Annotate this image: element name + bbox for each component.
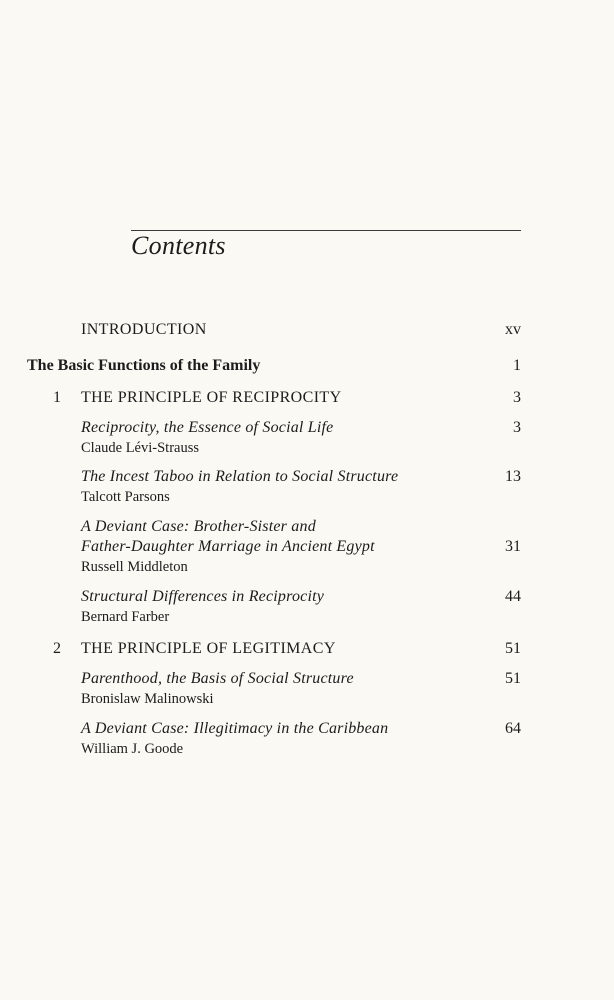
entry-page: 13 [505, 468, 521, 485]
entry-author: Claude Lévi-Strauss [81, 440, 199, 456]
entry-title: A Deviant Case: Brother-Sister and [81, 518, 316, 535]
entry-author: Talcott Parsons [81, 489, 170, 505]
part-title: The Basic Functions of the Family [27, 357, 261, 374]
entry-title: Reciprocity, the Essence of Social Life [81, 419, 334, 436]
entry-page: 44 [505, 588, 521, 605]
entry-page: 64 [505, 720, 521, 737]
chapter-number: 1 [53, 389, 61, 406]
entry-author: William J. Goode [81, 741, 184, 757]
entry-author: Bronislaw Malinowski [81, 691, 214, 707]
chapter-number: 2 [53, 640, 61, 657]
entry-page: 3 [513, 419, 521, 436]
chapter-title: THE PRINCIPLE OF LEGITIMACY [81, 640, 336, 657]
entry-page: 31 [505, 538, 521, 555]
entry-title-line-2: Father-Daughter Marriage in Ancient Egypt [81, 538, 375, 555]
entry-page: 51 [505, 670, 521, 687]
chapter-page: 51 [505, 640, 521, 657]
page-heading: Contents [131, 231, 226, 260]
entry-title: The Incest Taboo in Relation to Social Structure [81, 468, 399, 485]
chapter-title: THE PRINCIPLE OF RECIPROCITY [81, 389, 342, 406]
introduction-label: INTRODUCTION [81, 321, 207, 338]
entry-title: A Deviant Case: Illegitimacy in the Caribbean [81, 720, 389, 737]
entry-author: Bernard Farber [81, 609, 170, 625]
entry-title: Structural Differences in Reciprocity [81, 588, 325, 605]
entry-author: Russell Middleton [81, 559, 188, 575]
part-page: 1 [513, 357, 521, 374]
introduction-page: xv [505, 321, 521, 338]
chapter-page: 3 [513, 389, 521, 406]
entry-title: Parenthood, the Basis of Social Structure [81, 670, 354, 687]
